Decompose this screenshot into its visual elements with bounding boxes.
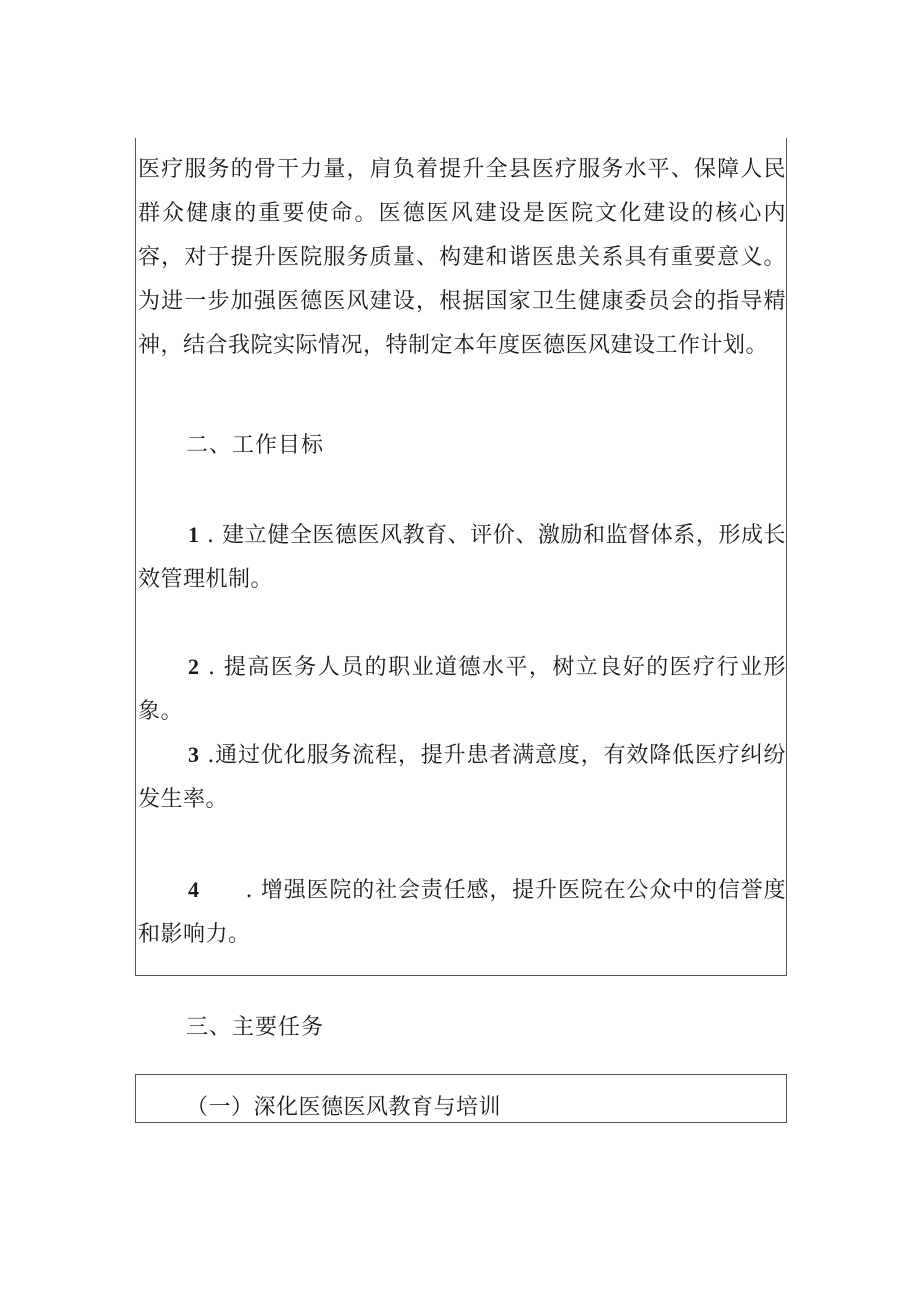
goal-text: . 提高医务人员的职业道德水平，树立良好的医疗行业形象。	[138, 655, 786, 724]
goal-text: . 建立健全医德医风教育、评价、激励和监督体系，形成长效管理机制。	[138, 523, 786, 592]
goal-item-3	[138, 733, 786, 822]
goal-item-4	[138, 868, 786, 957]
subsection-heading: （一）深化医德医风教育与培训	[186, 1095, 502, 1120]
goal-text: .通过优化服务流程，提升患者满意度，有效降低医疗纠纷发生率。	[138, 743, 786, 812]
goal-number: 2	[188, 654, 200, 679]
goal-text: . 增强医院的社会责任感，提升医院在公众中的信誉度和影响力。	[138, 878, 786, 947]
section-heading-goals: 二、工作目标	[186, 433, 325, 458]
intro-paragraph: 医疗服务的骨干力量，肩负着提升全县医疗服务水平、保障人民群众健康的重要使命。医德医风建设是医院文化建设的核心内容，对于提升医院服务质量、构建和谐医患关系具有重要意义。为进一步加强医德医风建设，根据国家卫生健康委员会的指导精神，结合我院实际情况，特制定本年度医德医风建设工作计划。	[138, 157, 786, 358]
goal-number: 1	[188, 522, 200, 547]
goal-number: 3	[188, 742, 200, 767]
goal-item-2	[138, 645, 786, 734]
goal-number: 4	[188, 877, 200, 902]
goal-item-1	[138, 513, 786, 602]
section-heading-tasks: 三、主要任务	[186, 1015, 325, 1040]
